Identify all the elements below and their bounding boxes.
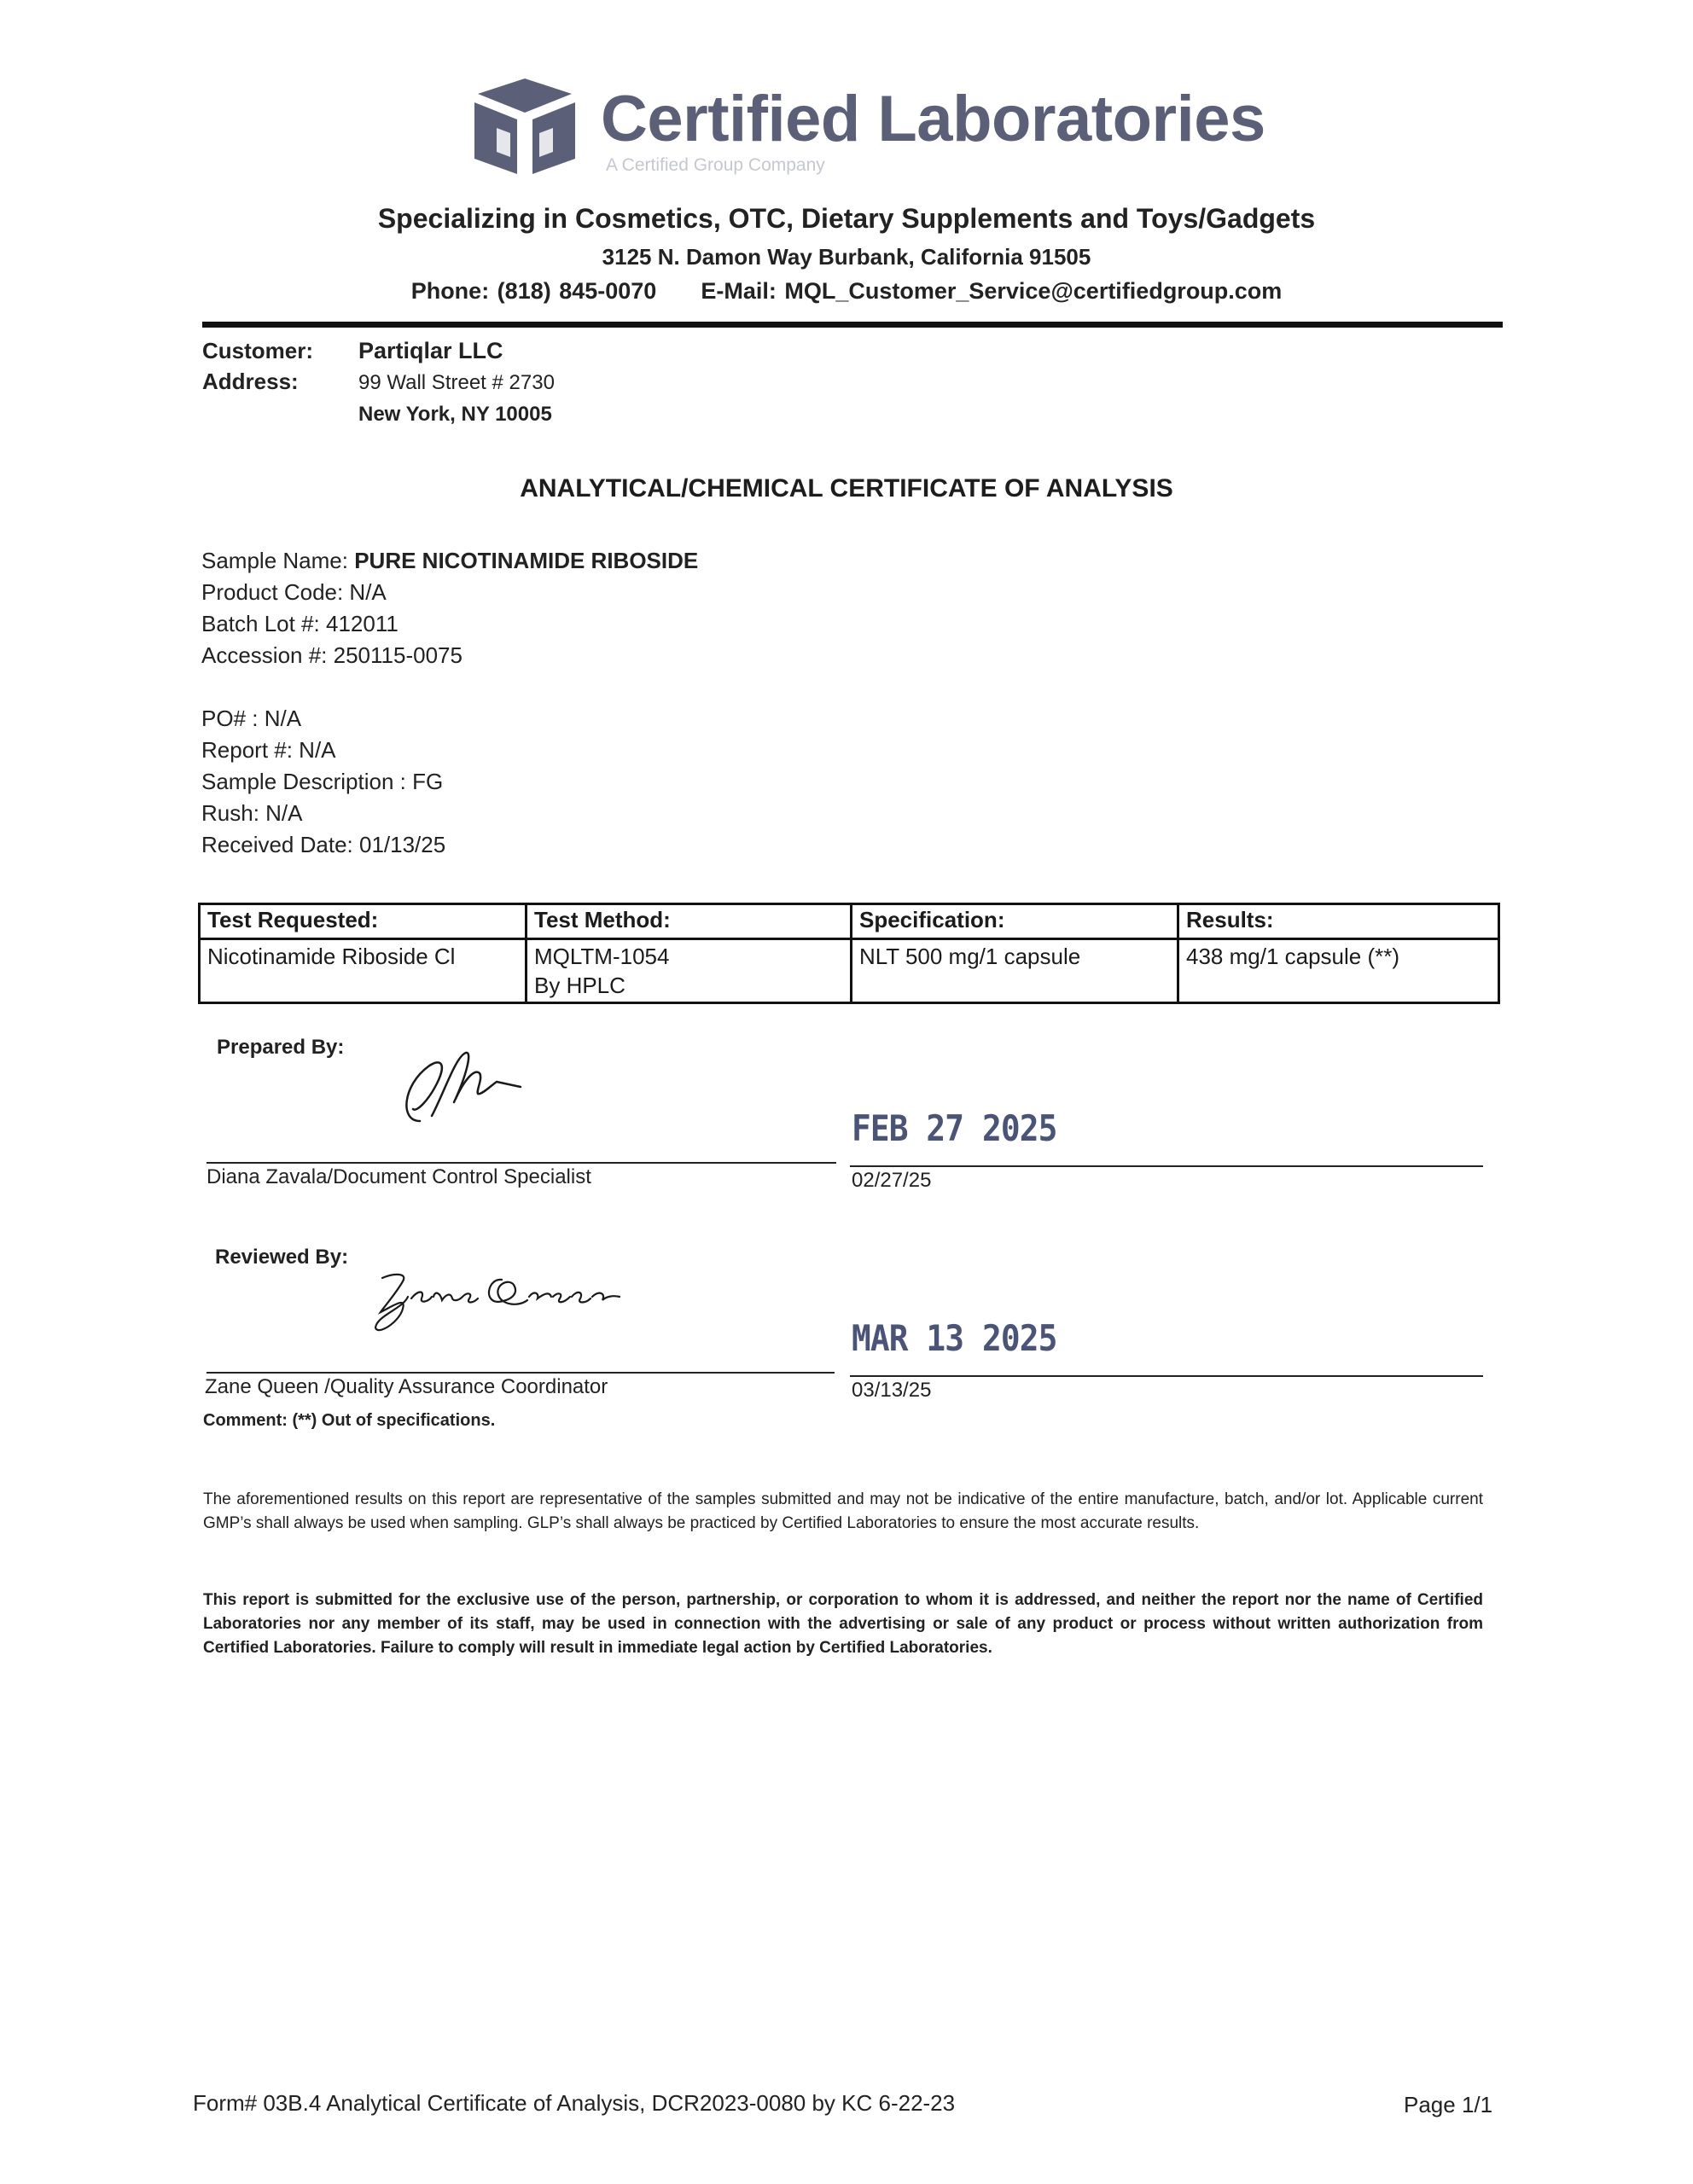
customer-address-line1: 99 Wall Street # 2730 — [358, 371, 555, 394]
table-header-row — [200, 904, 1499, 939]
table-row — [200, 939, 1499, 1003]
cell-test-requested: Nicotinamide Riboside Cl — [200, 939, 527, 1003]
reviewed-by-name: Zane Queen /Quality Assurance Coordinator — [205, 1375, 608, 1398]
document-title: ANALYTICAL/CHEMICAL CERTIFICATE OF ANALYSIS — [520, 474, 1173, 502]
disclaimer-usage: This report is submitted for the exclusive use of the person, partnership, or corporation to whom it is addressed, and neither the report nor the name of Certified Laboratories nor any member of its staff, may be used in connection with the advertising or sale of any product or process without written authorization from Certified Laboratories. Failure to comply will result in immediate legal action by Certified Laboratories. — [203, 1591, 1483, 1657]
reviewed-date: 03/13/25 — [852, 1379, 932, 1402]
brand-tagline: A Certified Group Company — [606, 155, 825, 175]
sample-name-label: Sample Name: — [201, 548, 348, 573]
batch-lot: Batch Lot #: 412011 — [201, 611, 399, 636]
footer-form-number: Form# 03B.4 Analytical Certificate of Analysis, DCR2023-0080 by KC 6-22-23 — [193, 2090, 956, 2116]
certified-labs-logo-icon — [468, 75, 582, 184]
sample-name-value: PURE NICOTINAMIDE RIBOSIDE — [354, 548, 699, 573]
header-specification: Specification: — [852, 904, 1178, 939]
header-results: Results: — [1178, 904, 1499, 939]
reviewed-name-rule — [207, 1372, 835, 1374]
prepared-date-rule — [850, 1165, 1483, 1167]
prepared-by-label: Prepared By: — [217, 1036, 345, 1059]
product-code: Product Code: N/A — [201, 579, 387, 605]
prepared-name-rule — [207, 1162, 836, 1164]
contact-line — [0, 278, 1693, 305]
reviewed-date-stamp: MAR 13 2025 — [852, 1317, 1057, 1359]
reviewed-date-rule — [850, 1375, 1483, 1377]
prepared-date-stamp: FEB 27 2025 — [852, 1107, 1057, 1149]
customer-name: Partiqlar LLC — [358, 338, 503, 363]
brand-name: Certified Laboratories — [601, 83, 1265, 155]
email-text: E-Mail: MQL_Customer_Service@certifiedgroup.com — [701, 278, 1283, 304]
prepared-date: 02/27/25 — [852, 1169, 932, 1192]
received-date: Received Date: 01/13/25 — [201, 832, 446, 857]
customer-address-line2: New York, NY 10005 — [358, 403, 552, 426]
sample-description: Sample Description : FG — [201, 769, 444, 794]
prepared-by-name: Diana Zavala/Document Control Specialist — [207, 1165, 591, 1188]
customer-label: Customer: — [202, 338, 314, 363]
header-test-method: Test Method: — [527, 904, 852, 939]
prepared-signature — [391, 1043, 527, 1128]
header-test-requested: Test Requested: — [200, 904, 527, 939]
header-divider — [202, 322, 1503, 328]
po-number: PO# : N/A — [201, 706, 302, 731]
accession-number: Accession #: 250115-0075 — [201, 642, 463, 668]
test-method-technique: By HPLC — [534, 973, 625, 998]
phone-text: Phone: (818) 845-0070 — [410, 278, 657, 304]
address-label: Address: — [202, 369, 299, 394]
specialization-line: Specializing in Cosmetics, OTC, Dietary Supplements and Toys/Gadgets — [377, 203, 1316, 234]
cell-specification: NLT 500 mg/1 capsule — [852, 939, 1178, 1003]
reviewed-signature — [369, 1259, 625, 1338]
report-number: Report #: N/A — [201, 737, 336, 763]
reviewed-by-label: Reviewed By: — [215, 1246, 349, 1269]
rush: Rush: N/A — [201, 800, 303, 826]
test-method-code: MQLTM-1054 — [534, 944, 670, 969]
disclaimer-results: The aforementioned results on this report are representative of the samples submitted and may not be indicative of the entire manufacture, batch, and/or lot. Applicable current GMP’s shall always be used when sampling. GLP’s shall always be practiced by Certified Laboratories to ensure the most accurate results. — [203, 1490, 1483, 1532]
cell-test-method — [527, 939, 852, 1003]
footer-page-number: Page 1/1 — [1404, 2092, 1493, 2117]
comment: Comment: (**) Out of specifications. — [203, 1411, 496, 1430]
cell-result: 438 mg/1 capsule (**) — [1178, 939, 1499, 1003]
lab-address: 3125 N. Damon Way Burbank, California 91505 — [602, 244, 1091, 270]
results-table — [198, 903, 1500, 1004]
sample-name-line — [201, 548, 698, 574]
